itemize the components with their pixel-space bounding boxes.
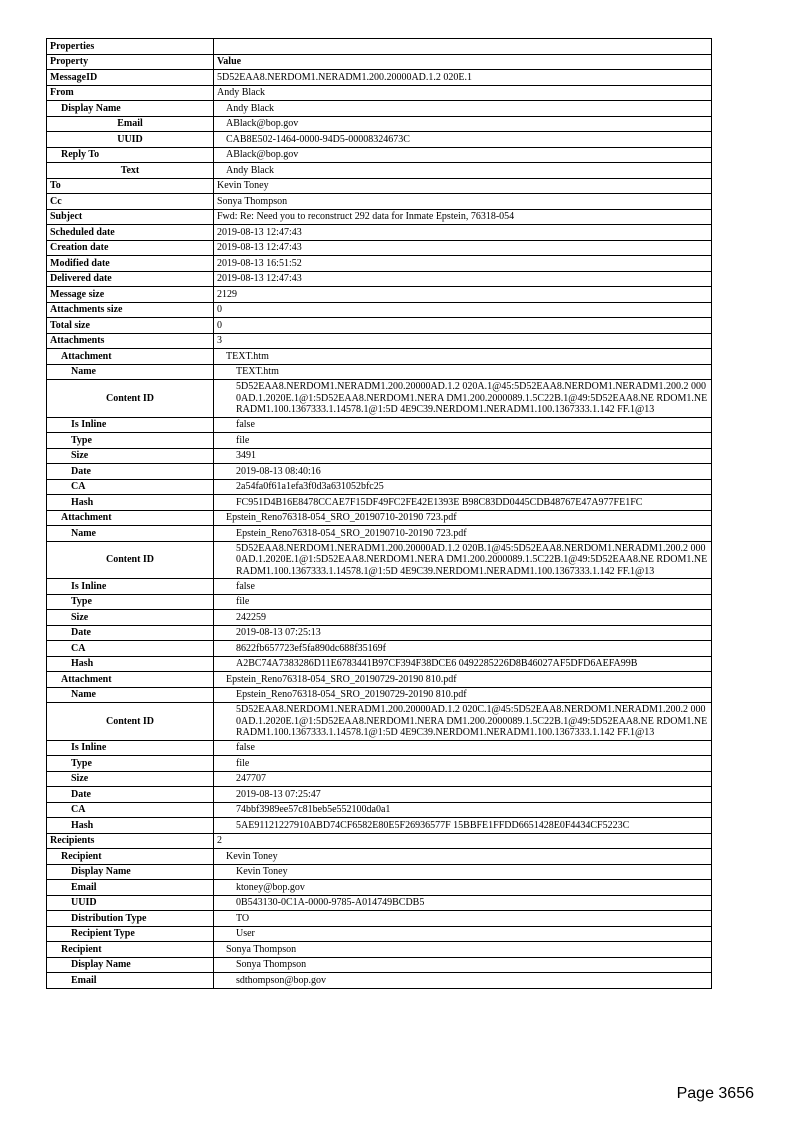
properties-table-body [47, 39, 712, 989]
property-value: 2019-08-13 16:51:52 [214, 256, 712, 272]
table-row [47, 209, 712, 225]
property-name: Text [47, 163, 214, 179]
table-row [47, 849, 712, 865]
property-value: 2019-08-13 12:47:43 [214, 271, 712, 287]
property-name: Attachment [47, 510, 214, 526]
property-value: 3 [214, 333, 712, 349]
table-row [47, 510, 712, 526]
property-name: Attachments [47, 333, 214, 349]
property-name: Name [47, 364, 214, 380]
property-name: Content ID [47, 380, 214, 418]
table-row [47, 740, 712, 756]
table-row [47, 756, 712, 772]
table-row [47, 864, 712, 880]
table-row [47, 495, 712, 511]
property-value: Sonya Thompson [214, 194, 712, 210]
property-value: false [214, 579, 712, 595]
property-value: Epstein_Reno76318-054_SRO_20190729-20190 810.pdf [214, 672, 712, 688]
property-value: Kevin Toney [214, 864, 712, 880]
property-name: Property [47, 54, 214, 70]
property-name: Type [47, 594, 214, 610]
property-value: 8622fb657723ef5fa890dc688f35169f [214, 641, 712, 657]
property-value: 2019-08-13 12:47:43 [214, 225, 712, 241]
table-row [47, 526, 712, 542]
property-value: Andy Black [214, 101, 712, 117]
property-name: Type [47, 433, 214, 449]
property-value: 74bbf3989ee57c81beb5e552100da0a1 [214, 802, 712, 818]
table-row [47, 895, 712, 911]
table-row [47, 818, 712, 834]
property-value: sdthompson@bop.gov [214, 973, 712, 989]
table-row [47, 479, 712, 495]
property-value: User [214, 926, 712, 942]
property-name: Date [47, 464, 214, 480]
table-row [47, 973, 712, 989]
table-row [47, 448, 712, 464]
page-number: Page 3656 [676, 1085, 754, 1102]
property-value: 2019-08-13 08:40:16 [214, 464, 712, 480]
property-value: Andy Black [214, 163, 712, 179]
table-row [47, 163, 712, 179]
property-value: 242259 [214, 610, 712, 626]
property-name: Modified date [47, 256, 214, 272]
property-name: CA [47, 479, 214, 495]
property-value: 2a54fa0f61a1efa3f0d3a631052bfc25 [214, 479, 712, 495]
property-name: CA [47, 802, 214, 818]
property-name: Display Name [47, 957, 214, 973]
property-name: Type [47, 756, 214, 772]
property-name: Size [47, 448, 214, 464]
property-name: Name [47, 526, 214, 542]
table-row [47, 787, 712, 803]
property-value: TEXT.htm [214, 349, 712, 365]
property-value: Sonya Thompson [214, 942, 712, 958]
property-name: Recipient [47, 849, 214, 865]
table-row [47, 287, 712, 303]
property-value: 2 [214, 833, 712, 849]
table-row [47, 625, 712, 641]
table-row [47, 101, 712, 117]
table-row [47, 911, 712, 927]
table-row [47, 687, 712, 703]
property-name: Cc [47, 194, 214, 210]
table-row [47, 225, 712, 241]
property-name: Email [47, 116, 214, 132]
property-value: Andy Black [214, 85, 712, 101]
property-name: UUID [47, 132, 214, 148]
property-value: Value [214, 54, 712, 70]
property-value: 3491 [214, 448, 712, 464]
table-row [47, 433, 712, 449]
property-name: Email [47, 880, 214, 896]
table-row [47, 194, 712, 210]
property-name: Subject [47, 209, 214, 225]
property-value: file [214, 594, 712, 610]
property-name: Distribution Type [47, 911, 214, 927]
property-name: Scheduled date [47, 225, 214, 241]
property-name: Attachments size [47, 302, 214, 318]
property-value: Kevin Toney [214, 178, 712, 194]
table-row [47, 302, 712, 318]
property-name: Properties [47, 39, 214, 55]
property-value: 2019-08-13 12:47:43 [214, 240, 712, 256]
property-name: Display Name [47, 101, 214, 117]
property-value: ktoney@bop.gov [214, 880, 712, 896]
property-value: Sonya Thompson [214, 957, 712, 973]
table-row [47, 942, 712, 958]
table-row [47, 318, 712, 334]
property-value: Epstein_Reno76318-054_SRO_20190710-20190 723.pdf [214, 526, 712, 542]
table-row [47, 594, 712, 610]
property-value: ABlack@bop.gov [214, 147, 712, 163]
property-name: Delivered date [47, 271, 214, 287]
property-value: Epstein_Reno76318-054_SRO_20190710-20190 723.pdf [214, 510, 712, 526]
table-row [47, 802, 712, 818]
property-name: Hash [47, 818, 214, 834]
table-row [47, 116, 712, 132]
property-name: Creation date [47, 240, 214, 256]
properties-table [46, 38, 712, 989]
property-name: MessageID [47, 70, 214, 86]
property-value: 0B543130-0C1A-0000-9785-A014749BCDB5 [214, 895, 712, 911]
table-row [47, 957, 712, 973]
table-row [47, 132, 712, 148]
property-value: 0 [214, 302, 712, 318]
table-row [47, 417, 712, 433]
property-name: From [47, 85, 214, 101]
property-name: Size [47, 771, 214, 787]
property-value: Epstein_Reno76318-054_SRO_20190729-20190 810.pdf [214, 687, 712, 703]
table-row [47, 39, 712, 55]
property-name: Email [47, 973, 214, 989]
property-name: Display Name [47, 864, 214, 880]
property-name: Is Inline [47, 417, 214, 433]
table-row [47, 147, 712, 163]
table-row [47, 271, 712, 287]
property-name: Recipients [47, 833, 214, 849]
table-row [47, 240, 712, 256]
property-value: 0 [214, 318, 712, 334]
table-row [47, 541, 712, 579]
table-row [47, 54, 712, 70]
property-value: 5AE91121227910ABD74CF6582E80E5F26936577F 15BBFE1FFDD6651428E0F4434CF5223C [214, 818, 712, 834]
property-value: 2019-08-13 07:25:47 [214, 787, 712, 803]
property-value: 5D52EAA8.NERDOM1.NERADM1.200.20000AD.1.2 020E.1 [214, 70, 712, 86]
property-name: UUID [47, 895, 214, 911]
property-name: Date [47, 787, 214, 803]
property-value [214, 39, 712, 55]
property-name: Attachment [47, 349, 214, 365]
property-value: 5D52EAA8.NERDOM1.NERADM1.200.20000AD.1.2 020A.1@45:5D52EAA8.NERDOM1.NERADM1.200.2 0000AD.1.2020E.1@1:5D52EAA8.NERDOM1.NERA DM1.200.2000089.1.5C22B.1@49:5D52EAA8.NE RDOM1.NERADM1.100.1367333.1.14578.1@1:5D 4E9C39.NERDOM1.NERADM1.100.1367333.1.142 FF.1@13 [214, 380, 712, 418]
property-name: Reply To [47, 147, 214, 163]
property-name: Attachment [47, 672, 214, 688]
table-row [47, 349, 712, 365]
table-row [47, 926, 712, 942]
table-row [47, 333, 712, 349]
table-row [47, 380, 712, 418]
properties-sheet [46, 38, 712, 989]
property-name: CA [47, 641, 214, 657]
table-row [47, 771, 712, 787]
property-value: false [214, 740, 712, 756]
table-row [47, 641, 712, 657]
table-row [47, 464, 712, 480]
property-name: Name [47, 687, 214, 703]
table-row [47, 256, 712, 272]
property-value: 5D52EAA8.NERDOM1.NERADM1.200.20000AD.1.2 020B.1@45:5D52EAA8.NERDOM1.NERADM1.200.2 0000AD.1.2020E.1@1:5D52EAA8.NERDOM1.NERA DM1.200.2000089.1.5C22B.1@49:5D52EAA8.NE RDOM1.NERADM1.100.1367333.1.14578.1@1:5D 4E9C39.NERDOM1.NERADM1.100.1367333.1.142 FF.1@13 [214, 541, 712, 579]
property-value: FC951D4B16E8478CCAE7F15DF49FC2FE42E1393E B98C83DD0445CDB48767E47A977FE1FC [214, 495, 712, 511]
table-row [47, 70, 712, 86]
property-value: A2BC74A7383286D11E6783441B97CF394F38DCE6 0492285226D8B46027AF5DFD6AEFA99B [214, 656, 712, 672]
property-value: ABlack@bop.gov [214, 116, 712, 132]
property-name: Recipient Type [47, 926, 214, 942]
property-value: false [214, 417, 712, 433]
property-name: Message size [47, 287, 214, 303]
property-value: Kevin Toney [214, 849, 712, 865]
property-name: To [47, 178, 214, 194]
table-row [47, 880, 712, 896]
property-name: Is Inline [47, 740, 214, 756]
property-value: file [214, 433, 712, 449]
property-name: Recipient [47, 942, 214, 958]
property-name: Content ID [47, 703, 214, 741]
property-value: TEXT.htm [214, 364, 712, 380]
table-row [47, 703, 712, 741]
table-row [47, 178, 712, 194]
property-value: file [214, 756, 712, 772]
property-name: Content ID [47, 541, 214, 579]
property-value: Fwd: Re: Need you to reconstruct 292 data for Inmate Epstein, 76318-054 [214, 209, 712, 225]
property-name: Date [47, 625, 214, 641]
property-name: Size [47, 610, 214, 626]
property-name: Is Inline [47, 579, 214, 595]
table-row [47, 833, 712, 849]
property-value: CAB8E502-1464-0000-94D5-00008324673C [214, 132, 712, 148]
property-name: Hash [47, 656, 214, 672]
property-value: TO [214, 911, 712, 927]
table-row [47, 610, 712, 626]
table-row [47, 364, 712, 380]
property-value: 5D52EAA8.NERDOM1.NERADM1.200.20000AD.1.2 020C.1@45:5D52EAA8.NERDOM1.NERADM1.200.2 0000AD.1.2020E.1@1:5D52EAA8.NERDOM1.NERA DM1.200.2000089.1.5C22B.1@49:5D52EAA8.NE RDOM1.NERADM1.100.1367333.1.14578.1@1:5D 4E9C39.NERDOM1.NERADM1.100.1367333.1.142 FF.1@13 [214, 703, 712, 741]
property-value: 247707 [214, 771, 712, 787]
table-row [47, 85, 712, 101]
table-row [47, 656, 712, 672]
property-value: 2019-08-13 07:25:13 [214, 625, 712, 641]
property-name: Hash [47, 495, 214, 511]
table-row [47, 672, 712, 688]
property-name: Total size [47, 318, 214, 334]
property-value: 2129 [214, 287, 712, 303]
table-row [47, 579, 712, 595]
